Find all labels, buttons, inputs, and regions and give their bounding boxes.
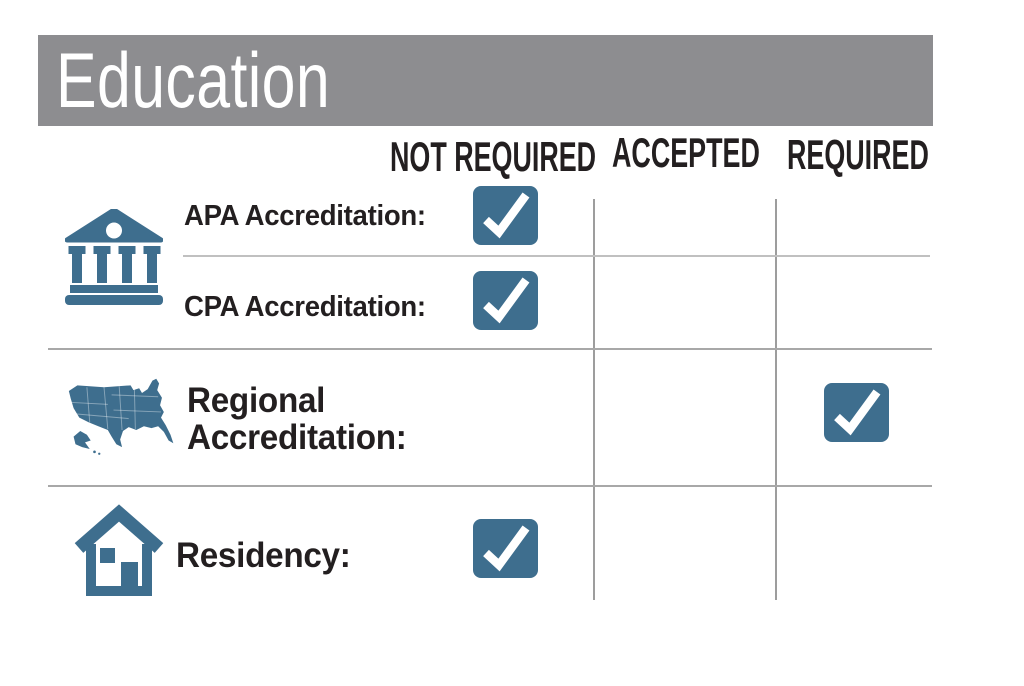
column-divider (775, 199, 777, 600)
row-divider (48, 485, 932, 487)
checkmark-icon (473, 519, 538, 578)
header-banner (38, 35, 933, 126)
row-divider (48, 348, 932, 350)
column-divider (593, 199, 595, 600)
column-header-not-required: NOT REQUIRED (390, 133, 597, 180)
checkmark-icon (473, 271, 538, 330)
checkbox-apa-not-required (473, 186, 538, 245)
row-label-apa-accreditation: APA Accreditation: (184, 200, 426, 232)
column-header-required: REQUIRED (787, 131, 929, 178)
checkmark-icon (473, 186, 538, 245)
row-label-regional-accreditation: Regional Accreditation: (187, 381, 407, 457)
row-label-cpa-accreditation: CPA Accreditation: (184, 291, 426, 323)
bank-icon (65, 209, 163, 305)
checkbox-residency-not-required (473, 519, 538, 578)
checkbox-regional-required (824, 383, 889, 442)
page-title: Education (56, 36, 331, 124)
column-header-accepted: ACCEPTED (612, 129, 760, 176)
usa-map-icon (66, 377, 180, 464)
row-divider (183, 255, 930, 257)
checkbox-cpa-not-required (473, 271, 538, 330)
checkmark-icon (824, 383, 889, 442)
row-label-residency: Residency: (176, 536, 351, 575)
house-icon (73, 504, 165, 596)
